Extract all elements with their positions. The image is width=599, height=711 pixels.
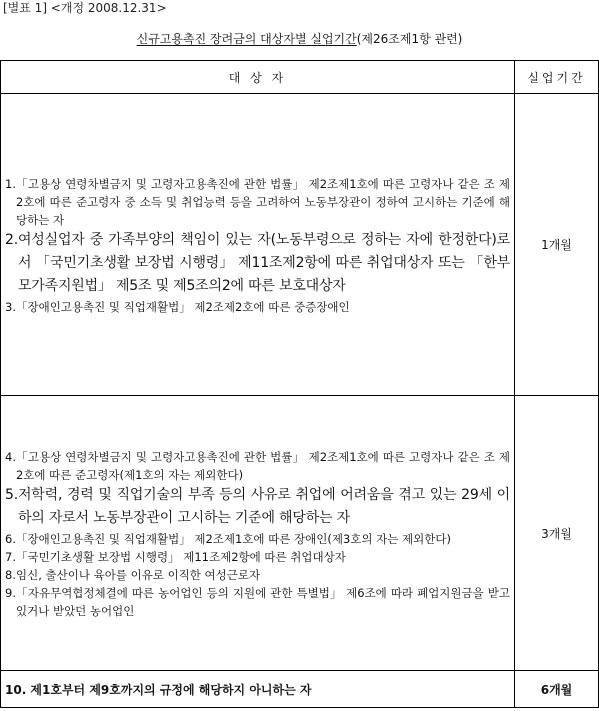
item-number: 6. xyxy=(5,532,16,546)
list-item xyxy=(5,448,510,484)
list-item xyxy=(5,584,510,620)
list-item xyxy=(5,548,510,566)
item-number: 3. xyxy=(5,300,16,314)
table-row-last xyxy=(1,671,599,708)
list-item xyxy=(5,229,510,298)
item-number: 2. xyxy=(5,232,18,248)
group1-item-list xyxy=(1,165,514,324)
item-number: 8. xyxy=(5,568,16,582)
list-item xyxy=(5,530,510,548)
header-period: 실업기간 xyxy=(515,61,599,94)
item-text: 여성실업자 중 가족부양의 책임이 있는 자(노동부령으로 정하는 자에 한정한다)로서 「국민기초생활 보장법 시행령」 제11조제2항에 따른 취업대상자 또는 「한부모가족지원법」 제5조 및 제5조의2에 따른 보호대상자 xyxy=(17,232,510,294)
item-text: 저학력, 경력 및 직업기술의 부족 등의 사유로 취업에 어려움을 겪고 있는 29세 이하의 자로서 노동부장관이 고시하는 기준에 해당하는 자 xyxy=(17,487,510,526)
last-row-label: 10. 제1호부터 제9호까지의 규정에 해당하지 아니하는 자 xyxy=(1,671,515,708)
group2-period-cell: 3개월 xyxy=(515,396,599,671)
list-item xyxy=(5,175,510,229)
table-row-group2 xyxy=(1,396,599,671)
table-header-row xyxy=(1,61,599,94)
group2-item-list xyxy=(1,438,514,628)
document-title-main: 신규고용촉진 장려금의 대상자별 실업기간 xyxy=(136,32,357,46)
item-text: 「자유무역협정체결에 따른 농어업인 등의 지원에 관한 특별법」 제6조에 따라 폐업지원금을 받고 있거나 받았던 농어업인 xyxy=(15,586,510,618)
group1-targets-cell xyxy=(1,94,515,396)
item-text: 임신, 출산이나 육아를 이유로 이직한 여성근로자 xyxy=(15,568,261,582)
list-item xyxy=(5,298,510,316)
last-row-period: 6개월 xyxy=(515,671,599,708)
document-title xyxy=(0,31,599,47)
item-number: 1. xyxy=(5,177,16,191)
header-target: 대 상 자 xyxy=(1,61,515,94)
item-text: 「장애인고용촉진 및 직업재활법」 제2조제2호에 따른 중증장애인 xyxy=(15,300,350,314)
document-title-suffix: (제26조제1항 관련) xyxy=(356,32,463,46)
item-number: 7. xyxy=(5,550,16,564)
unemployment-period-table xyxy=(0,60,599,708)
table-row-group1 xyxy=(1,94,599,396)
list-item xyxy=(5,484,510,530)
item-text: 「국민기초생활 보장법 시행령」 제11조제2항에 따른 취업대상자 xyxy=(15,550,346,564)
item-text: 「고용상 연령차별금지 및 고령자고용촉진에 관한 법률」 제2조제1호에 따른 고령자나 같은 조 제2호에 따른 준고령자 중 소득 및 취업능력 등을 고려하여 노동부장관이 정하여 고시하는 기준에 해당하는 자 xyxy=(15,177,510,227)
group1-period-cell: 1개월 xyxy=(515,94,599,396)
annex-header-note: [별표 1] <개정 2008.12.31> xyxy=(3,1,167,15)
item-number: 9. xyxy=(5,586,16,600)
item-number: 4. xyxy=(5,450,16,464)
item-text: 「장애인고용촉진 및 직업재활법」 제2조제1호에 따른 장애인(제3호의 자는 제외한다) xyxy=(15,532,451,546)
item-text: 「고용상 연령차별금지 및 고령자고용촉진에 관한 법률」 제2조제1호에 따른 고령자나 같은 조 제2호에 따른 준고령자(제1호의 자는 제외한다) xyxy=(15,450,510,482)
group2-targets-cell xyxy=(1,396,515,671)
item-number: 5. xyxy=(5,487,18,503)
list-item xyxy=(5,566,510,584)
